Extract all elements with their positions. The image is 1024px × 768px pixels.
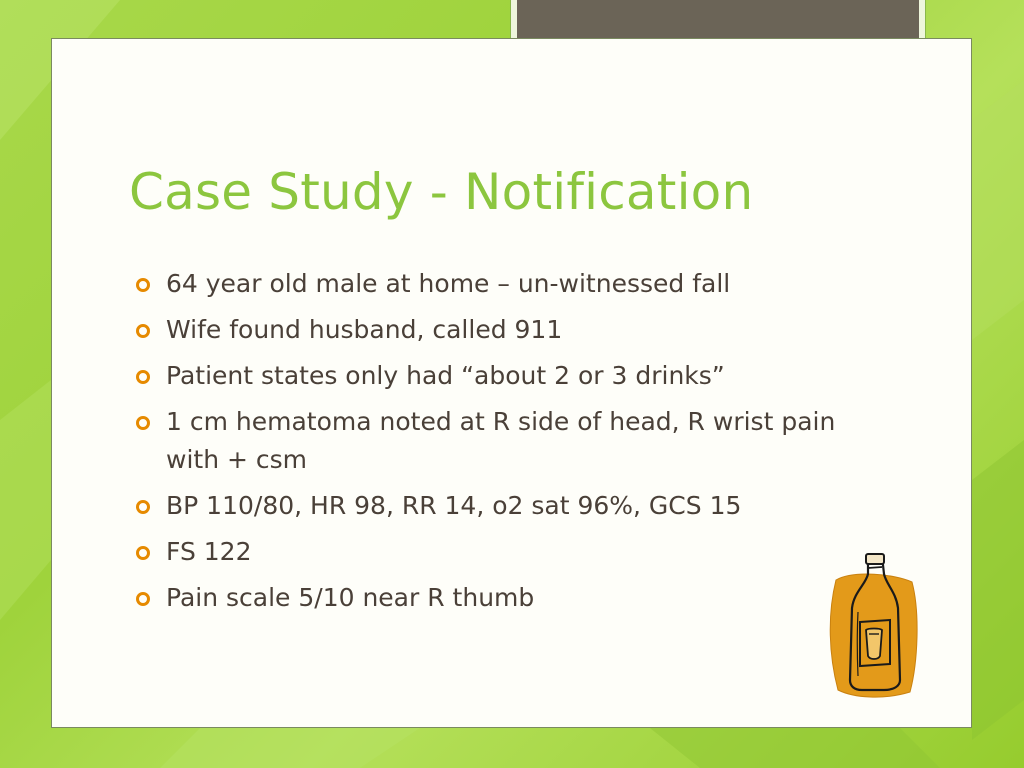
- slide-title: Case Study - Notification: [129, 163, 754, 221]
- bullet-item: [136, 311, 856, 349]
- ring-bullet-icon: [136, 500, 150, 514]
- bullet-list: [136, 265, 856, 625]
- bullet-item: [136, 403, 856, 479]
- bullet-text: BP 110/80, HR 98, RR 14, o2 sat 96%, GCS 15: [166, 491, 742, 520]
- bullet-text: FS 122: [166, 537, 252, 566]
- bullet-item: [136, 357, 856, 395]
- ring-bullet-icon: [136, 324, 150, 338]
- beer-bottle-icon: [824, 552, 924, 702]
- bullet-text: Wife found husband, called 911: [166, 315, 563, 344]
- ring-bullet-icon: [136, 278, 150, 292]
- bullet-text: 1 cm hematoma noted at R side of head, R wrist pain with + csm: [166, 407, 836, 474]
- ring-bullet-icon: [136, 416, 150, 430]
- ring-bullet-icon: [136, 370, 150, 384]
- bullet-item: [136, 533, 856, 571]
- ring-bullet-icon: [136, 546, 150, 560]
- bullet-item: [136, 265, 856, 303]
- bullet-text: Patient states only had “about 2 or 3 drinks”: [166, 361, 725, 390]
- bullet-text: Pain scale 5/10 near R thumb: [166, 583, 535, 612]
- bullet-item: [136, 579, 856, 617]
- bullet-text: 64 year old male at home – un-witnessed fall: [166, 269, 731, 298]
- bullet-item: [136, 487, 856, 525]
- ring-bullet-icon: [136, 592, 150, 606]
